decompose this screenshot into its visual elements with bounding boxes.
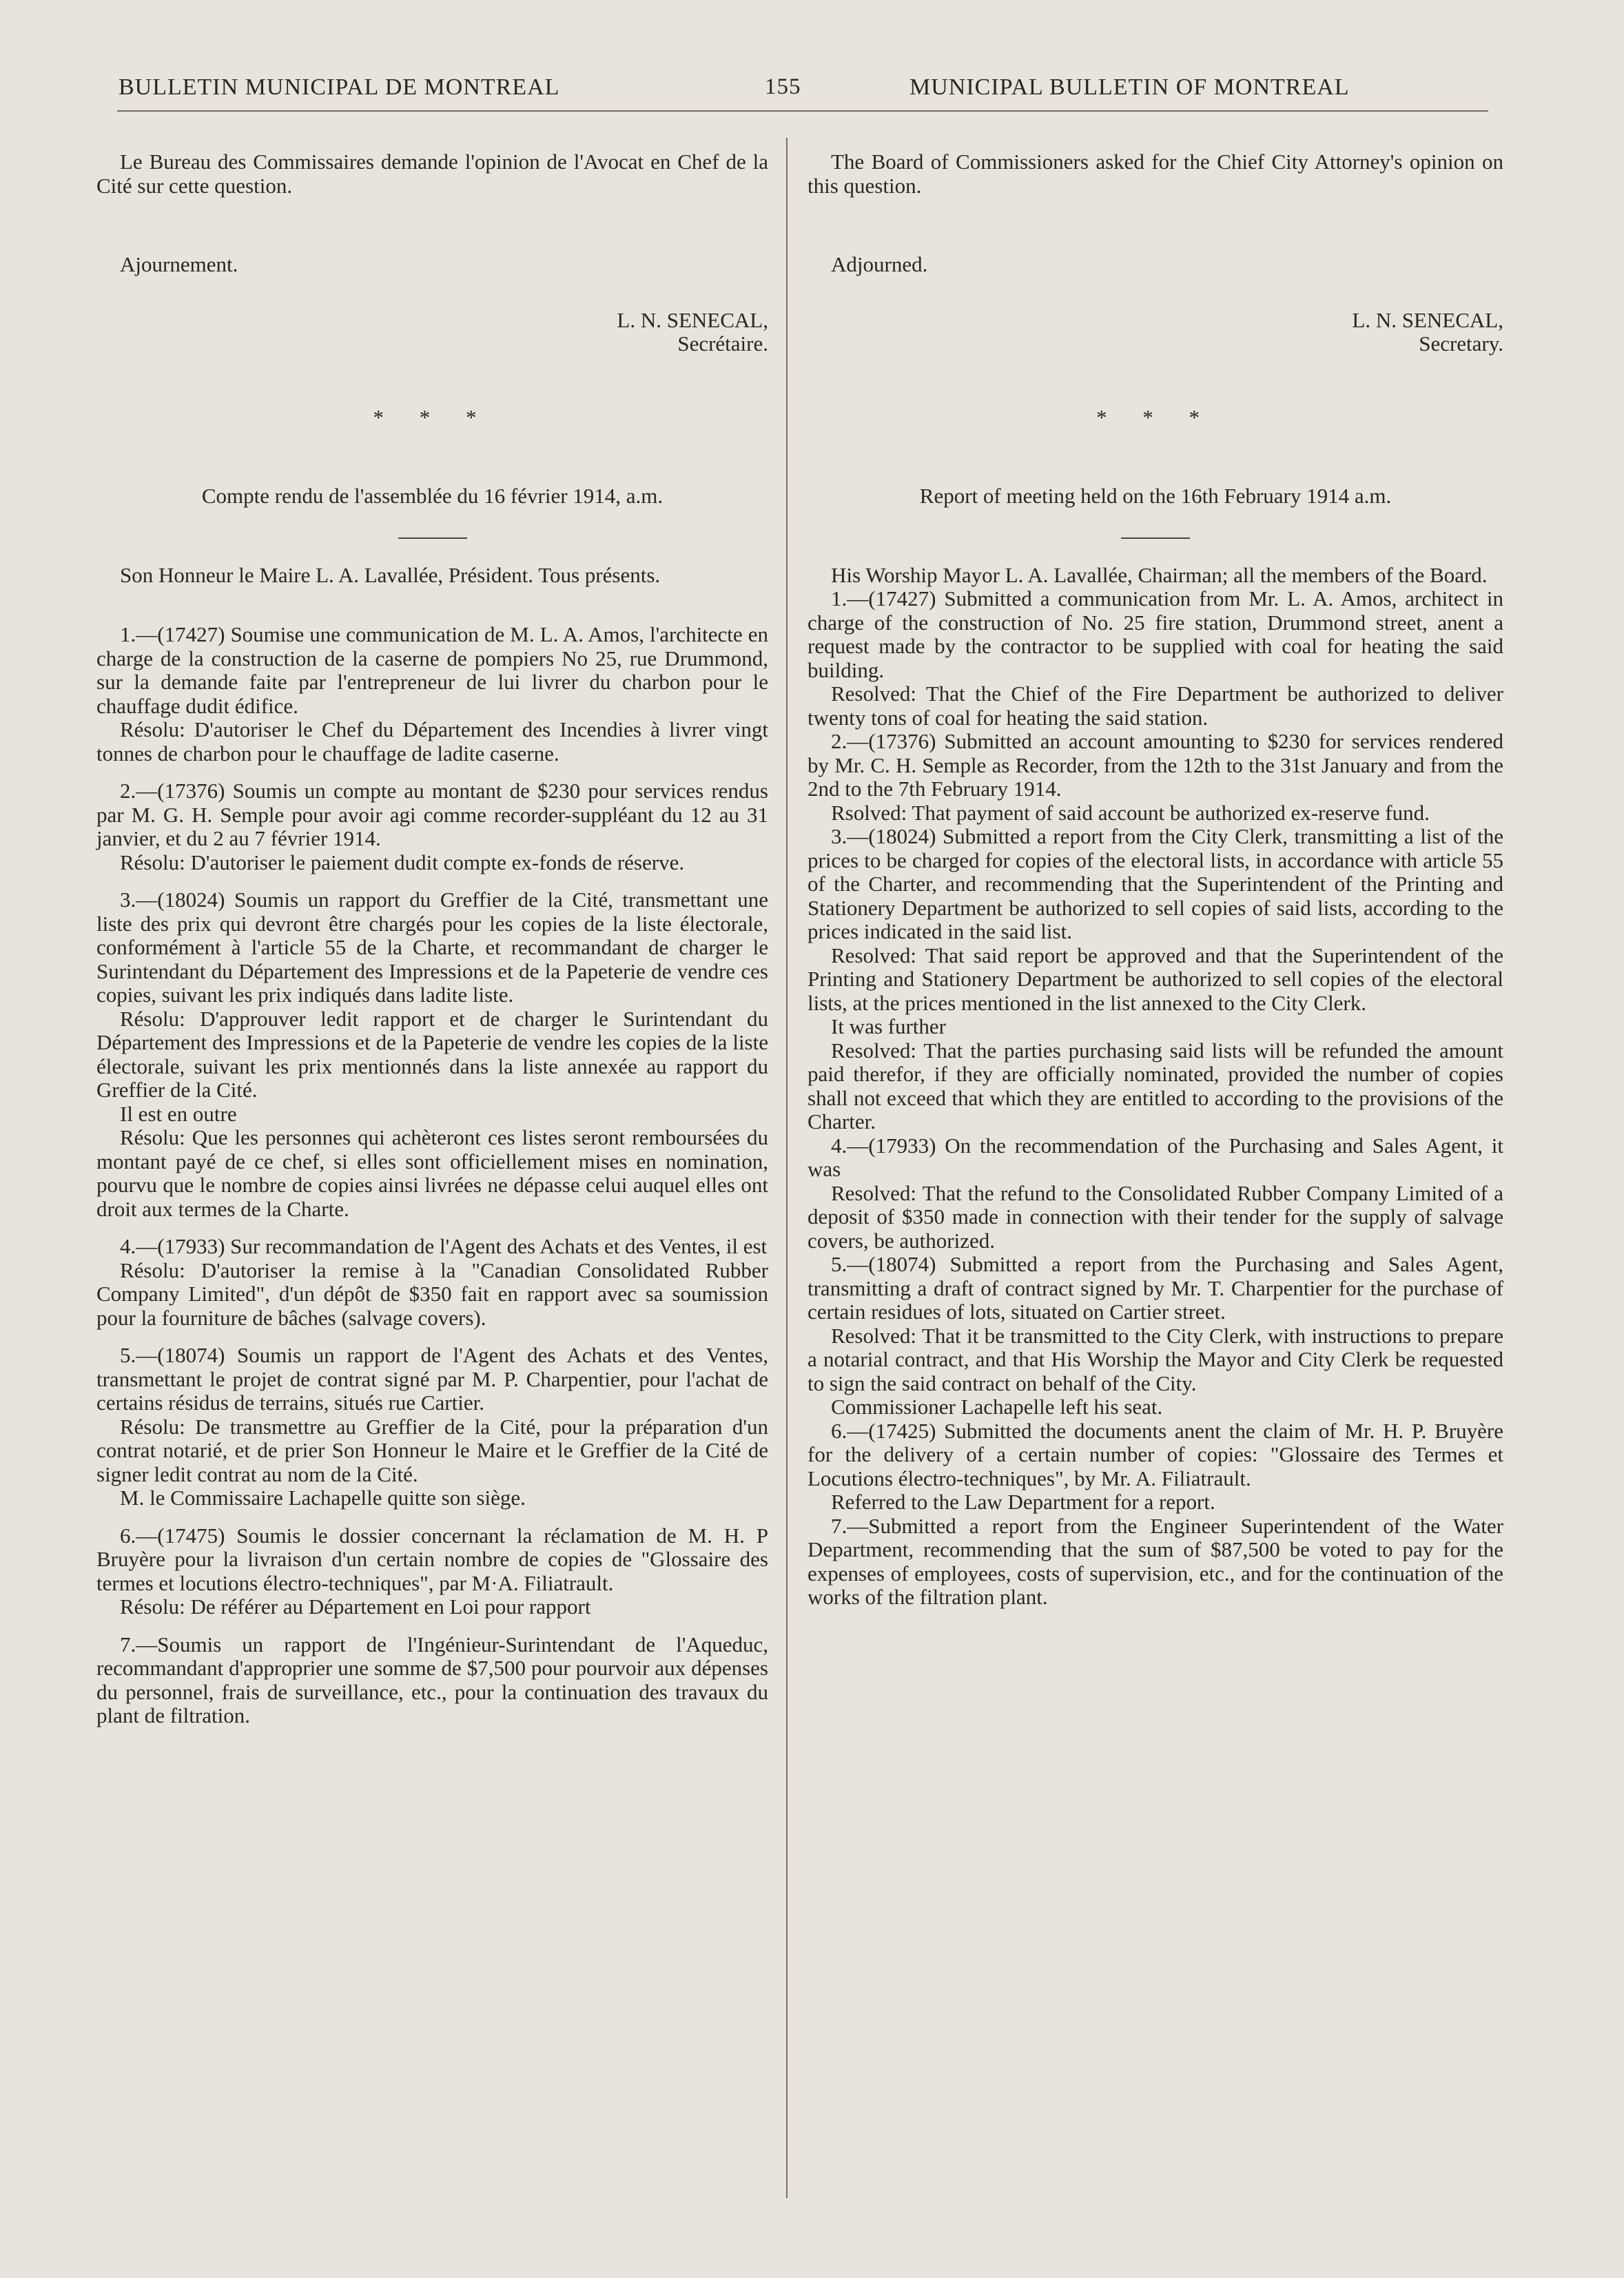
en-item: 1.—(17427) Submitted a communication from Mr. L. A. Amos, architect in charge of the construction of No. 25 fire station, Drummond street, anent a request made by the contractor to be supplied with coal for heating the said building. [808, 586, 1503, 682]
en-item: Resolved: That the parties purchasing said lists will be refunded the amount paid therefor, if they are officially nominated, provided the number of copies shall not exceed that which they are entitled to according to the provisions of the Charter. [808, 1038, 1503, 1133]
en-item: Referred to the Law Department for a report. [831, 1490, 1215, 1514]
en-item: 4.—(17933) On the recommendation of the Purchasing and Sales Agent, it was [808, 1133, 1503, 1181]
en-separator: * * * [1096, 404, 1215, 429]
fr-intro: Le Bureau des Commissaires demande l'opinion de l'Avocat en Chef de la Cité sur cette question. [96, 150, 768, 198]
en-item: Resolved: That said report be approved and that the Superintendent of the Printing and Stationery Department be authorized to sell copies of the electoral lists, at the prices mentioned in the list annexed to the City Clerk. [808, 943, 1503, 1015]
fr-item: Résolu: Que les personnes qui achèteront ces listes seront remboursées du montant payé de ce chef, si elles sont officiellement mises en nomination, pourvu que le nombre de copies ainsi livrées ne dépasse celui auquel elles ont droit aux termes de la Charte. [96, 1125, 768, 1221]
en-item: 5.—(18074) Submitted a report from the Purchasing and Sales Agent, transmitting a draft of contract signed by Mr. T. Charpentier for the purchase of certain residues of lots, situated on Cartier street. [808, 1252, 1503, 1324]
en-intro: The Board of Commissioners asked for the Chief City Attorney's opinion on this question. [808, 150, 1503, 198]
fr-item: Il est en outre [120, 1101, 237, 1126]
en-attendance: His Worship Mayor L. A. Lavallée, Chairman; all the members of the Board. [831, 562, 1488, 587]
fr-item: Résolu: D'autoriser la remise à la "Canadian Consolidated Rubber Company Limited", d'un dépôt de $350 fait en rapport avec sa soumission pour la fourniture de bâches (salvage covers). [96, 1258, 768, 1330]
fr-item: 6.—(17475) Soumis le dossier concernant la réclamation de M. H. P Bruyère pour la livraison d'un certain nombre de copies de "Glossaire des termes et locutions électro-techniques", par M·A. Filiatrault. [96, 1523, 768, 1595]
en-item: Commissioner Lachapelle left his seat. [831, 1395, 1163, 1419]
en-signature-title: Secretary. [1419, 331, 1503, 356]
fr-adjournment: Ajournement. [120, 252, 238, 276]
english-column [808, 136, 1503, 1610]
header-left-title: BULLETIN MUNICIPAL DE MONTREAL [119, 74, 560, 100]
en-item: Resolved: That the refund to the Consolidated Rubber Company Limited of a deposit of $350 made in connection with their tender for the supply of salvage covers, be authorized. [808, 1180, 1503, 1253]
column-divider [786, 138, 788, 2198]
en-item: Rsolved: That payment of said account be authorized ex-reserve fund. [831, 800, 1430, 825]
fr-separator: * * * [373, 404, 492, 429]
fr-item: 1.—(17427) Soumise une communication de M. L. A. Amos, l'architecte en charge de la construction de la caserne de pompiers No 25, rue Drummond, sur la demande faite par l'entrepreneur de lui livrer du charbon pour le chauffage dudit édifice. [96, 622, 768, 718]
en-signature-name: L. N. SENECAL, [1352, 307, 1503, 332]
en-item: Resolved: That it be transmitted to the City Clerk, with instructions to prepare a notarial contract, and that His Worship the Mayor and City Clerk be requested to sign the said contract on behalf of the City. [808, 1323, 1503, 1395]
fr-item: M. le Commissaire Lachapelle quitte son siège. [120, 1486, 526, 1510]
page-number: 155 [765, 74, 801, 99]
fr-attendance: Son Honneur le Maire L. A. Lavallée, Président. Tous présents. [120, 562, 661, 587]
en-item: It was further [831, 1014, 946, 1038]
fr-item: Résolu: De référer au Département en Loi pour rapport [120, 1594, 591, 1619]
en-item: 7.—Submitted a report from the Engineer Superintendent of the Water Department, recommending that the sum of $87,500 be voted to pay for the expenses of employees, costs of supervision, etc., and for the continuation of the works of the filtration plant. [808, 1513, 1503, 1609]
en-item: Resolved: That the Chief of the Fire Department be authorized to deliver twenty tons of coal for heating the said station. [808, 681, 1503, 730]
en-item: 3.—(18024) Submitted a report from the City Clerk, transmitting a list of the prices to be charged for copies of the electoral lists, in accordance with article 55 of the Charter, and recommending that the Superintendent of the Printing and Stationery Department be authorized to sell copies of said lists, according to the prices indicated in the said list. [808, 824, 1503, 943]
en-adjournment: Adjourned. [831, 252, 928, 276]
fr-title-rule [398, 537, 467, 539]
en-item: 2.—(17376) Submitted an account amounting to $230 for services rendered by Mr. C. H. Semple as Recorder, from the 12th to the 31st January and from the 2nd to the 7th February 1914. [808, 729, 1503, 801]
fr-signature-name: L. N. SENECAL, [617, 307, 768, 332]
fr-item: 3.—(18024) Soumis un rapport du Greffier de la Cité, transmettant une liste des prix qui devront être chargés pour les copies de la liste électorale, conformément à l'article 55 de la Charte, et recommandant de charger le Surintendant du Département des Impressions et de la Papeterie de vendre ces copies, suivant les prix indiqués dans ladite liste. [96, 887, 768, 1007]
en-report-title: Report of meeting held on the 16th February 1914 a.m. [919, 484, 1392, 508]
en-title-rule [1121, 537, 1190, 539]
header-rule [117, 110, 1488, 112]
fr-item: Résolu: D'approuver ledit rapport et de charger le Surintendant du Département des Impressions et de la Papeterie de vendre les copies de la liste électorale, suivant les prix mentionnés dans la liste annexée au rapport du Greffier de la Cité. [96, 1006, 768, 1102]
fr-item: 7.—Soumis un rapport de l'Ingénieur-Surintendant de l'Aqueduc, recommandant d'approprier une somme de $7,500 pour pourvoir aux dépenses du personnel, frais de surveillance, etc., pour la continuation des travaux du plant de filtration. [96, 1632, 768, 1727]
fr-item: 5.—(18074) Soumis un rapport de l'Agent des Achats et des Ventes, transmettant le projet de contrat signé par M. P. Charpentier, pour l'achat de certains résidus de terrains, situés rue Cartier. [96, 1343, 768, 1415]
fr-item: Résolu: D'autoriser le Chef du Département des Incendies à livrer vingt tonnes de charbon pour le chauffage de ladite caserne. [96, 717, 768, 766]
fr-item: Résolu: De transmettre au Greffier de la Cité, pour la préparation d'un contrat notarié, et de prier Son Honneur le Maire et le Greffier de la Cité de signer ledit contrat au nom de la Cité. [96, 1414, 768, 1486]
fr-item: 4.—(17933) Sur recommandation de l'Agent des Achats et des Ventes, il est [120, 1234, 768, 1258]
fr-report-title: Compte rendu de l'assemblée du 16 février 1914, a.m. [201, 484, 664, 508]
french-column [96, 136, 768, 1728]
en-item: 6.—(17425) Submitted the documents anent the claim of Mr. H. P. Bruyère for the delivery of a certain number of copies: "Glossaire des Termes et Locutions électro-techniques", by Mr. A. Filiatrault. [808, 1418, 1503, 1490]
header-right-title: MUNICIPAL BULLETIN OF MONTREAL [909, 74, 1350, 100]
fr-item: 2.—(17376) Soumis un compte au montant de $230 pour services rendus par M. G. H. Semple pour avoir agi comme recorder-suppléant du 12 au 31 janvier, et du 2 au 7 février 1914. [96, 779, 768, 850]
fr-item: Résolu: D'autoriser le paiement dudit compte ex-fonds de réserve. [120, 850, 685, 874]
fr-signature-title: Secrétaire. [677, 331, 768, 356]
